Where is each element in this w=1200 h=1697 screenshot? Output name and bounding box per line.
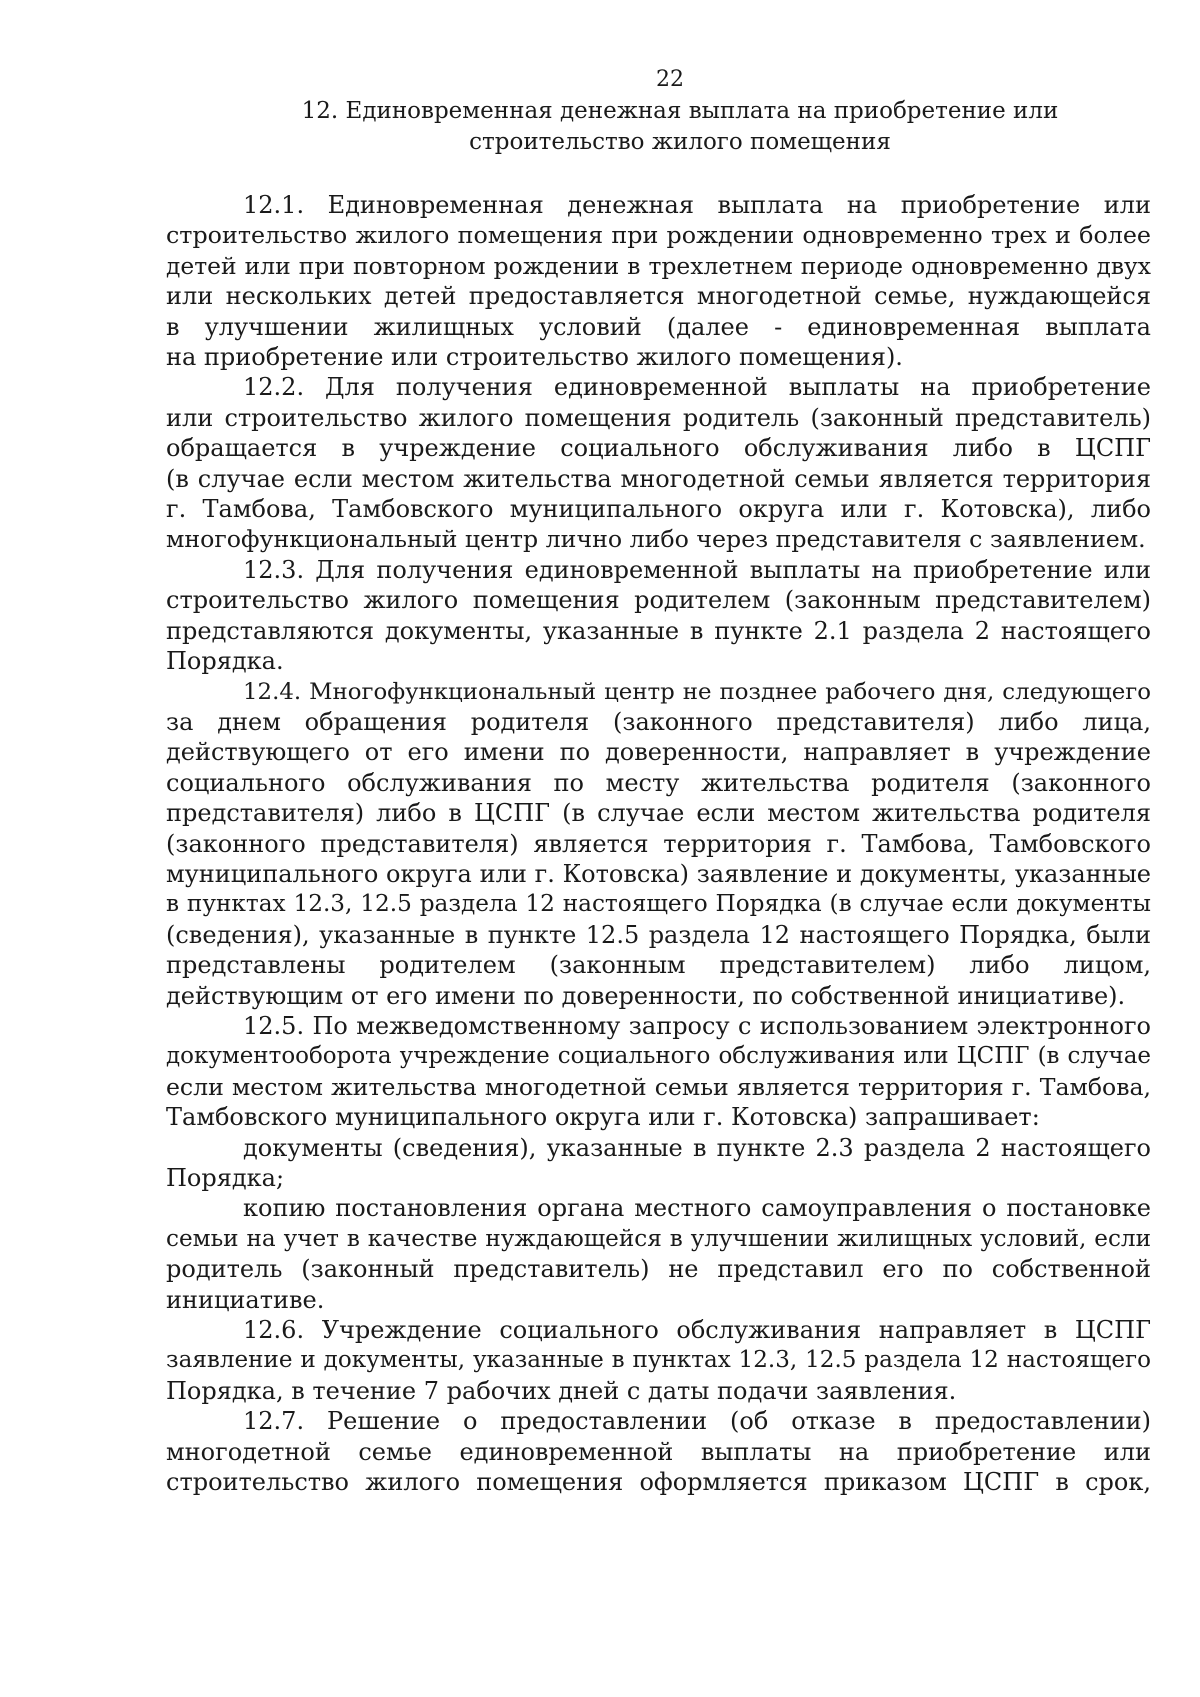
text-line: если местом жительства многодетной семьи является территория г. Тамбова, — [166, 1072, 1151, 1101]
text-line: многодетной семье единовременной выплаты на приобретение или — [166, 1437, 1151, 1466]
text-line: строительство жилого помещения оформляется приказом ЦСПГ в срок, — [166, 1468, 1151, 1497]
text-line: Порядка. — [166, 647, 284, 676]
text-line: за днем обращения родителя (законного представителя) либо лица, — [166, 707, 1151, 736]
text-line: (законного представителя) является территория г. Тамбова, Тамбовского — [166, 829, 1151, 858]
text-line: на приобретение или строительство жилого помещения). — [166, 343, 903, 372]
heading-line: строительство жилого помещения — [469, 129, 891, 155]
section-heading — [300, 96, 1060, 158]
heading-line: 12. Единовременная денежная выплата на приобретение или — [301, 98, 1059, 124]
text-line: действующего от его имени по доверенности, направляет в учреждение — [166, 738, 1151, 767]
text-line: строительство жилого помещения родителем (законным представителем) — [166, 586, 1151, 615]
text-line: 12.4. Многофункциональный центр не позднее рабочего дня, следующего — [243, 678, 1151, 705]
text-line: (в случае если местом жительства многодетной семьи является территория — [166, 464, 1151, 493]
text-line: или строительство жилого помещения родитель (законный представитель) — [166, 403, 1151, 432]
text-line: представителя) либо в ЦСПГ (в случае если местом жительства родителя — [166, 799, 1151, 828]
text-line: представлены родителем (законным представителем) либо лицом, — [166, 951, 1151, 980]
text-line: детей или при повторном рождении в трехлетнем периоде одновременно двух — [166, 251, 1151, 280]
text-line: представляются документы, указанные в пункте 2.1 раздела 2 настоящего — [166, 616, 1151, 645]
text-line: или нескольких детей предоставляется многодетной семье, нуждающейся — [166, 282, 1151, 311]
text-line: Порядка; — [166, 1164, 285, 1192]
text-line: строительство жилого помещения при рождении одновременно трех и более — [166, 221, 1151, 250]
text-line: многофункциональный центр лично либо через представителя с заявлением. — [166, 525, 1146, 554]
text-line: 12.2. Для получения единовременной выплаты на приобретение — [243, 373, 1151, 402]
text-line: документы (сведения), указанные в пункте 2.3 раздела 2 настоящего — [243, 1133, 1151, 1162]
text-line: г. Тамбова, Тамбовского муниципального округа или г. Котовска), либо — [166, 495, 1151, 524]
text-line: 12.7. Решение о предоставлении (об отказе в предоставлении) — [243, 1407, 1151, 1436]
text-line: социального обслуживания по месту жительства родителя (законного — [166, 768, 1151, 797]
text-line: муниципального округа или г. Котовска) заявление и документы, указанные — [166, 859, 1151, 888]
text-line: в пунктах 12.3, 12.5 раздела 12 настоящего Порядка (в случае если документы — [166, 890, 1151, 918]
text-line: семьи на учет в качестве нуждающейся в улучшении жилищных условий, если — [166, 1225, 1151, 1252]
text-line: документооборота учреждение социального обслуживания или ЦСПГ (в случае — [166, 1043, 1151, 1070]
text-line: Тамбовского муниципального округа или г. Котовска) запрашивает: — [166, 1103, 1040, 1132]
text-line: обращается в учреждение социального обслуживания либо в ЦСПГ — [166, 434, 1151, 463]
text-line: инициативе. — [166, 1285, 325, 1314]
text-line: родитель (законный представитель) не представил его по собственной — [166, 1255, 1151, 1284]
text-line: (сведения), указанные в пункте 12.5 раздела 12 настоящего Порядка, были — [166, 920, 1151, 949]
text-line: в улучшении жилищных условий (далее - единовременная выплата — [166, 312, 1151, 341]
body-text — [166, 190, 1151, 1497]
text-line: 12.5. По межведомственному запросу с использованием электронного — [243, 1011, 1151, 1040]
text-line: Порядка, в течение 7 рабочих дней с даты подачи заявления. — [166, 1376, 957, 1405]
text-line: 12.6. Учреждение социального обслуживания направляет в ЦСПГ — [243, 1316, 1151, 1345]
text-line: 12.1. Единовременная денежная выплата на приобретение или — [243, 191, 1151, 219]
text-line: заявление и документы, указанные в пунктах 12.3, 12.5 раздела 12 настоящего — [166, 1347, 1151, 1374]
page-number: 22 — [656, 67, 684, 92]
text-line: 12.3. Для получения единовременной выплаты на приобретение или — [243, 555, 1151, 584]
text-line: копию постановления органа местного самоуправления о постановке — [243, 1194, 1151, 1223]
text-line: действующим от его имени по доверенности, по собственной инициативе). — [166, 981, 1126, 1010]
